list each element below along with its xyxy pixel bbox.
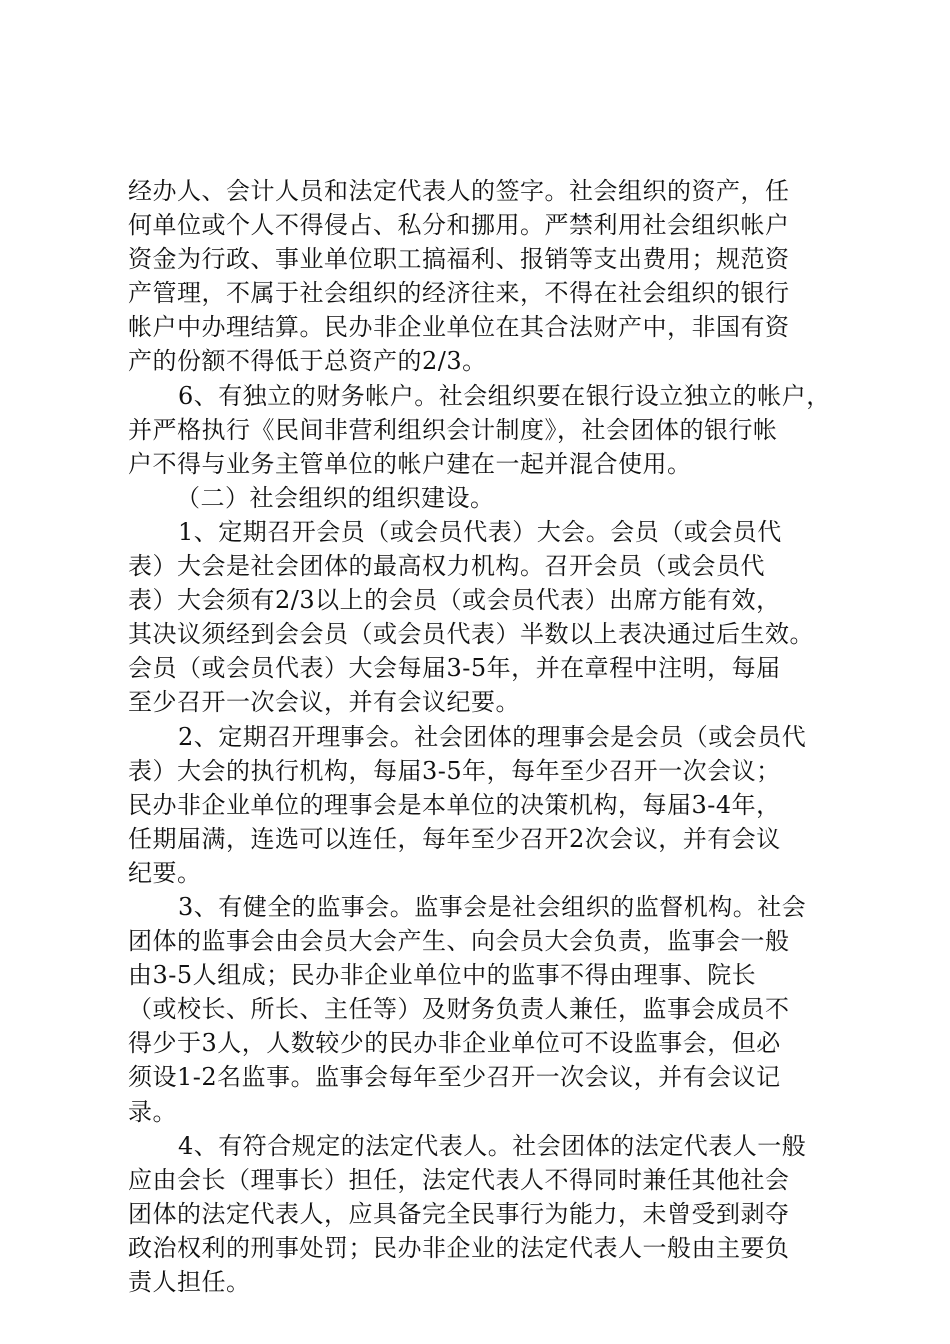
text-line: 纪要。 bbox=[128, 858, 202, 887]
text-line: 帐户中办理结算。民办非企业单位在其合法财产中，非国有资 bbox=[128, 313, 790, 342]
text-line: 责人担任。 bbox=[128, 1268, 251, 1296]
body-text bbox=[128, 174, 838, 1299]
text-line: 会员（或会员代表）大会每届3-5年，并在章程中注明，每届 bbox=[128, 654, 781, 683]
text-line: 其决议须经到会会员（或会员代表）半数以上表决通过后生效。 bbox=[128, 620, 814, 649]
text-line: 任期届满，连选可以连任，每年至少召开2次会议，并有会议 bbox=[128, 824, 781, 853]
section-heading: （二）社会组织的组织建设。 bbox=[176, 483, 495, 512]
text-line: 何单位或个人不得侵占、私分和挪用。严禁利用社会组织帐户 bbox=[128, 211, 790, 240]
paragraph-start-line: 3、有健全的监事会。监事会是社会组织的监督机构。社会 bbox=[178, 892, 807, 921]
text-line: 表）大会是社会团体的最高权力机构。召开会员（或会员代 bbox=[128, 552, 765, 581]
text-line: 录。 bbox=[128, 1097, 177, 1126]
paragraph-start-line: 6、有独立的财务帐户。社会组织要在银行设立独立的帐户， bbox=[178, 381, 831, 410]
text-line: 经办人、会计人员和法定代表人的签字。社会组织的资产，任 bbox=[128, 177, 790, 205]
text-line: 并严格执行《民间非营利组织会计制度》，社会团体的银行帐 bbox=[128, 415, 778, 444]
text-line: 产管理，不属于社会组织的经济往来，不得在社会组织的银行 bbox=[128, 279, 790, 308]
paragraph-start-line: 1、定期召开会员（或会员代表）大会。会员（或会员代 bbox=[178, 517, 782, 546]
text-line: （或校长、所长、主任等）及财务负责人兼任，监事会成员不 bbox=[128, 995, 790, 1024]
text-line: 资金为行政、事业单位职工搞福利、报销等支出费用；规范资 bbox=[128, 245, 790, 274]
text-line: 须设1-2名监事。监事会每年至少召开一次会议，并有会议记 bbox=[128, 1063, 781, 1092]
text-line: 得少于3人，人数较少的民办非企业单位可不设监事会，但必 bbox=[128, 1029, 781, 1058]
text-line: 由3-5人组成；民办非企业单位中的监事不得由理事、院长 bbox=[128, 961, 757, 990]
text-line: 应由会长（理事长）担任，法定代表人不得同时兼任其他社会 bbox=[128, 1165, 790, 1194]
text-line: 团体的法定代表人，应具备完全民事行为能力，未曾受到剥夺 bbox=[128, 1199, 790, 1228]
text-line: 户不得与业务主管单位的帐户建在一起并混合使用。 bbox=[128, 449, 692, 478]
text-line: 团体的监事会由会员大会产生、向会员大会负责，监事会一般 bbox=[128, 927, 790, 956]
paragraph-start-line: 2、定期召开理事会。社会团体的理事会是会员（或会员代 bbox=[178, 722, 807, 751]
text-line: 民办非企业单位的理事会是本单位的决策机构，每届3-4年， bbox=[128, 790, 781, 819]
paragraph-start-line: 4、有符合规定的法定代表人。社会团体的法定代表人一般 bbox=[178, 1131, 807, 1160]
text-line: 至少召开一次会议，并有会议纪要。 bbox=[128, 688, 520, 717]
text-line: 产的份额不得低于总资产的2/3。 bbox=[128, 347, 487, 376]
text-line: 政治权利的刑事处罚；民办非企业的法定代表人一般由主要负 bbox=[128, 1233, 790, 1262]
text-line: 表）大会的执行机构，每届3-5年，每年至少召开一次会议； bbox=[128, 756, 781, 785]
text-line: 表）大会须有2/3以上的会员（或会员代表）出席方能有效， bbox=[128, 586, 781, 615]
